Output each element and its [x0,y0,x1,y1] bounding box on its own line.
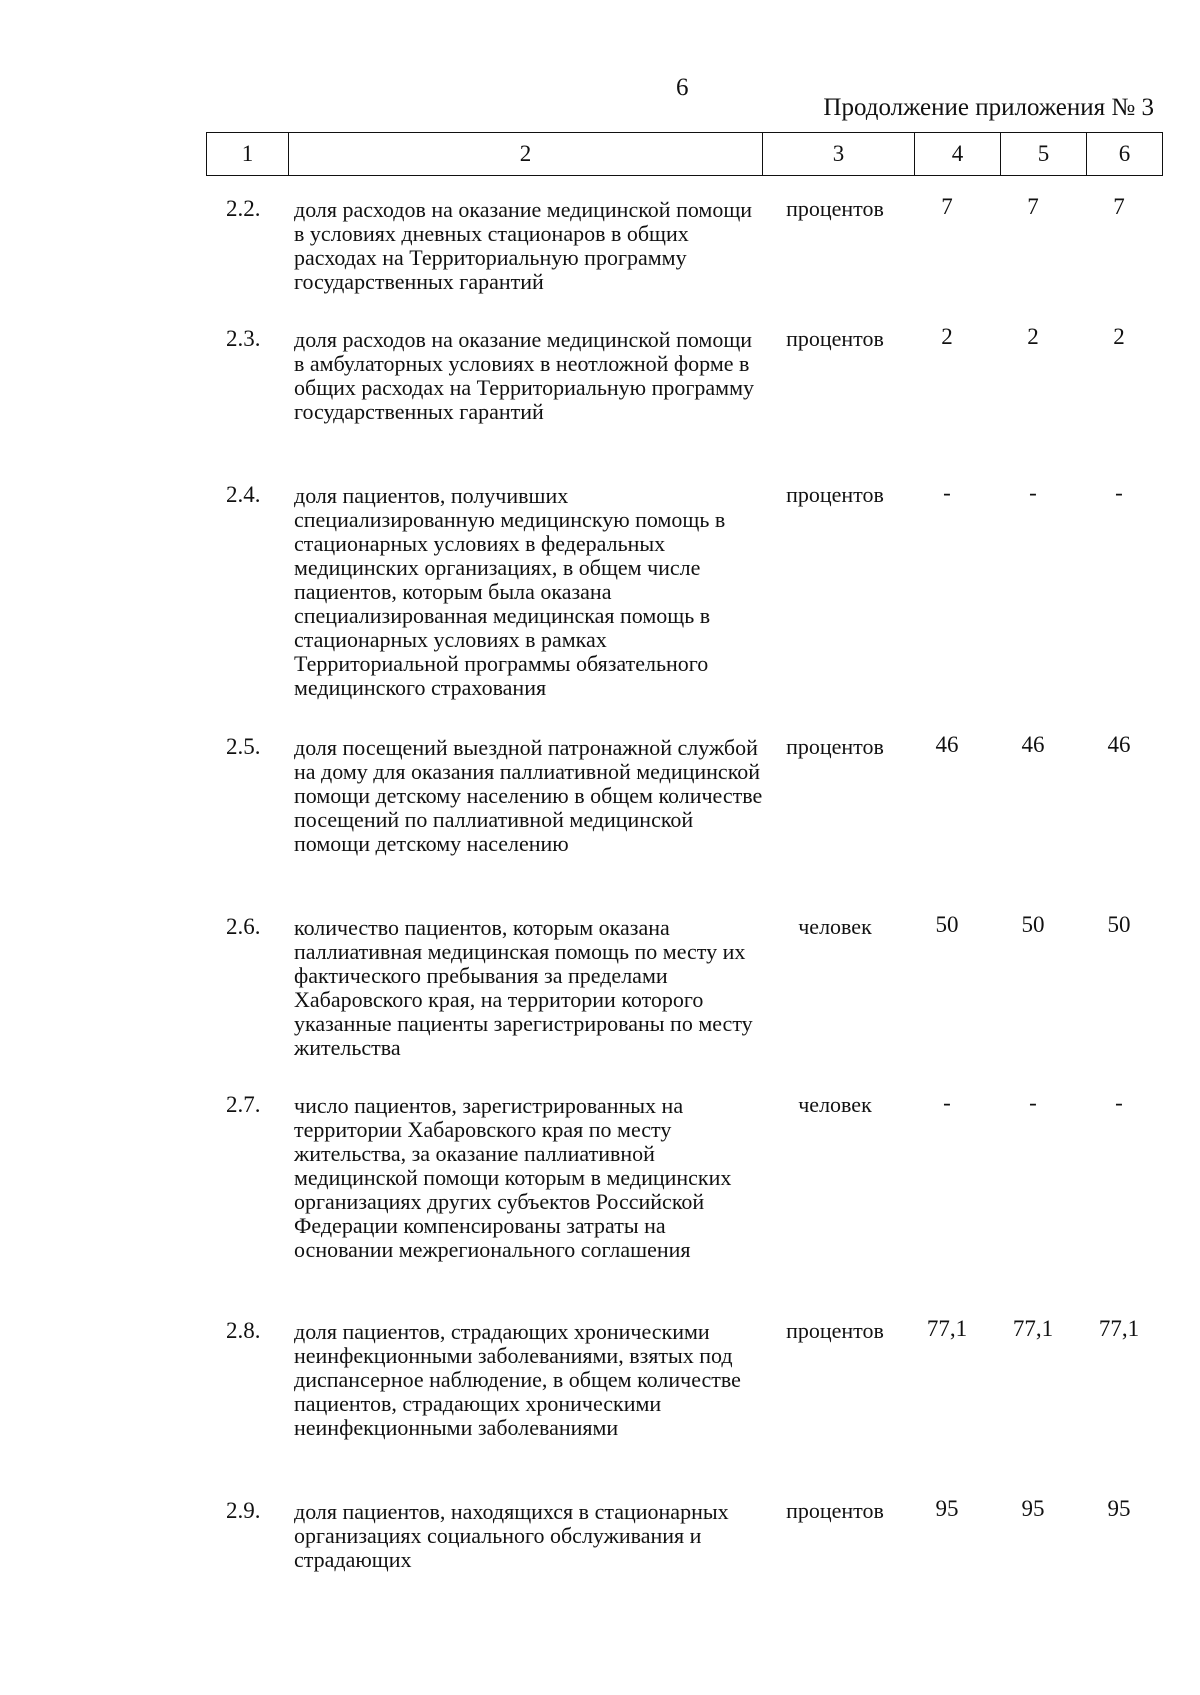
row-indicator-text: доля пациентов, находящихся в стационарных организациях социального обслуживания и страдающих [294,1499,729,1572]
row-unit: процентов [786,482,884,507]
row-value-col4: - [943,1090,951,1115]
row-indicator-text: количество пациентов, которым оказана паллиативная медицинская помощь по месту их фактического пребывания за пределами Хабаровского края, на территории которого указанные пациенты зарегистрированы по месту жительства [294,915,753,1060]
row-value-col6: - [1115,1090,1123,1115]
row-number: 2.7. [226,1092,261,1117]
row-value-col5: 50 [1021,912,1045,937]
row-unit: процентов [786,1318,884,1343]
header-col-2: 2 [289,133,763,176]
row-value-col4: 77,1 [926,1316,968,1341]
row-value-col6: 77,1 [1098,1316,1140,1341]
row-value-col5: - [1029,1090,1037,1115]
header-col-3: 3 [763,133,915,176]
header-col-5: 5 [1001,133,1087,176]
row-number: 2.2. [226,196,261,221]
row-value-col4: - [943,480,951,505]
row-value-col5: 77,1 [1012,1316,1054,1341]
row-indicator-text: доля пациентов, страдающих хроническими неинфекционными заболеваниями, взятых под диспансерное наблюдение, в общем количестве пациентов, страдающих хроническими неинфекционными заболеваниями [294,1319,741,1440]
row-value-col6: 2 [1113,324,1125,349]
row-value-col5: 7 [1027,194,1039,219]
continuation-title: Продолжение приложения № 3 [823,94,1154,121]
header-col-6: 6 [1087,133,1163,176]
header-col-1: 1 [207,133,289,176]
row-value-col5: - [1029,480,1037,505]
page-number: 6 [676,74,689,101]
row-value-col6: 50 [1107,912,1131,937]
row-number: 2.4. [226,482,261,507]
row-number: 2.8. [226,1318,261,1343]
row-number: 2.5. [226,734,261,759]
row-value-col4: 95 [935,1496,959,1521]
row-value-col5: 2 [1027,324,1039,349]
row-number: 2.3. [226,326,261,351]
row-number: 2.9. [226,1498,261,1523]
row-unit: процентов [786,326,884,351]
row-unit: процентов [786,196,884,221]
row-value-col4: 7 [941,194,953,219]
row-indicator-text: доля расходов на оказание медицинской помощи в условиях дневных стационаров в общих расходах на Территориальную программу государственных гарантий [294,197,753,294]
row-value-col6: 46 [1107,732,1131,757]
row-value-col5: 46 [1021,732,1045,757]
row-indicator-text: доля посещений выездной патронажной службой на дому для оказания паллиативной медицинской помощи детскому населению в общем количестве посещений по паллиативной медицинской помощи детскому населению [294,735,763,856]
row-value-col5: 95 [1021,1496,1045,1521]
row-unit: человек [798,1092,872,1117]
row-value-col4: 2 [941,324,953,349]
row-unit: процентов [786,734,884,759]
row-unit: процентов [786,1498,884,1523]
row-number: 2.6. [226,914,261,939]
row-indicator-text: доля пациентов, получивших специализированную медицинскую помощь в стационарных условиях в федеральных медицинских организациях, в общем числе пациентов, которым была оказана специализированная медицинская помощь в стационарных условиях в рамках Территориальной программы обязательного медицинского страхования [294,483,726,700]
header-col-4: 4 [915,133,1001,176]
row-indicator-text: число пациентов, зарегистрированных на территории Хабаровского края по месту жительства, за оказание паллиативной медицинской помощи которым в медицинских организациях других субъектов Российской Федерации компенсированы затраты на основании межрегионального соглашения [294,1093,732,1262]
column-number-header [206,132,1163,176]
row-value-col4: 50 [935,912,959,937]
row-value-col6: 7 [1113,194,1125,219]
row-value-col6: - [1115,480,1123,505]
row-indicator-text: доля расходов на оказание медицинской помощи в амбулаторных условиях в неотложной форме в общих расходах на Территориальную программу государственных гарантий [294,327,754,424]
row-value-col4: 46 [935,732,959,757]
row-value-col6: 95 [1107,1496,1131,1521]
row-unit: человек [798,914,872,939]
